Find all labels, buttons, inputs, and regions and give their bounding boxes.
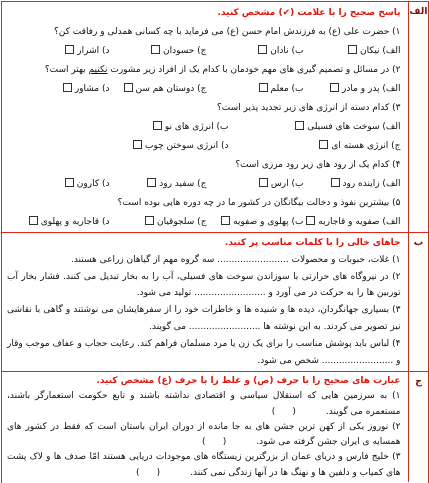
question-1 bbox=[7, 23, 401, 42]
true-false-item-2 bbox=[7, 420, 401, 451]
statement-text: ۲) نوروز یکی از کهن ترین جشن های به جا مانده از دوران ایران باستان است که فقط در کشور های همسایه ی ایران جشن گرفته می شود. bbox=[7, 421, 401, 448]
option-b bbox=[7, 118, 229, 137]
checkbox-icon bbox=[258, 45, 267, 54]
option-a bbox=[304, 80, 401, 99]
section-instruction: پاسخ صحیح را با علامت (✔) مشخص کنید. bbox=[217, 8, 401, 18]
question-1-options bbox=[7, 42, 401, 61]
option-label: ج) سفید رود bbox=[159, 179, 207, 189]
section-multiple-choice bbox=[2, 2, 428, 232]
section-fill-in-blanks bbox=[2, 232, 428, 371]
fill-blank-item-2: ۲) در نیروگاه های حرارتی با سوزاندن سوخت های فسیلی، آب را به بخار تبدیل می کنند. فشار بخار آب توربین ها را به حرکت در می آورد و ......................... تولید می شود. bbox=[7, 271, 401, 299]
answer-blank: ( ) bbox=[271, 406, 296, 417]
question-text: ۲) در مسائل و تصمیم گیری های مهم خودمان با کدام یک از افراد زیر مشورت bbox=[110, 65, 401, 75]
checkbox-icon bbox=[319, 140, 328, 149]
option-b bbox=[207, 80, 304, 99]
option-label: د) قاجاریه و پهلوی bbox=[40, 217, 110, 227]
option-a bbox=[304, 213, 401, 232]
section-label: ب bbox=[408, 233, 428, 371]
question-5 bbox=[7, 194, 401, 213]
option-label: الف) پدر و مادر bbox=[342, 84, 401, 94]
answer-blank: ( ) bbox=[135, 467, 161, 478]
option-a bbox=[304, 42, 401, 61]
option-label: الف) نیکان bbox=[360, 46, 401, 56]
checkbox-icon bbox=[306, 216, 315, 225]
option-label: ج) حسودان bbox=[162, 46, 207, 56]
checkbox-icon bbox=[65, 178, 74, 187]
question-4-options bbox=[7, 175, 401, 194]
question-text: ۵) بیشترین نفوذ و دخالت بیگانگان در کشور ما در چه دوره هایی بوده است؟ bbox=[117, 198, 401, 208]
fill-blank-item-3: ۳) بسیاری جهانگردان، دیده ها و شنیده ها و خاطرات خود را از سفرهایشان می نوشتند و گاهی با نقاشی نیز تصویر می کردند. به این نوشته ها ......................... می گویند. bbox=[7, 305, 401, 332]
question-3-options-row-2 bbox=[7, 137, 401, 156]
option-c bbox=[110, 175, 207, 194]
option-c bbox=[110, 42, 207, 61]
option-label: الف) صفویه و قاجاریه bbox=[318, 217, 401, 227]
option-b bbox=[207, 213, 304, 232]
fill-blank-item-4: ۴) لباس باید پوشش مناسب را برای یک زن یا مرد مسلمان فراهم کند. رعایت حجاب و عفاف موجب وقار و ......................... شخص می شود. bbox=[7, 338, 401, 366]
option-a bbox=[229, 118, 401, 137]
checkbox-icon bbox=[29, 216, 38, 225]
section-label: الف bbox=[408, 2, 428, 232]
option-b bbox=[207, 175, 304, 194]
checkbox-icon bbox=[145, 216, 154, 225]
true-false-item-1 bbox=[7, 389, 401, 420]
question-text: ۴) کدام یک از رود های زیر رود مرزی است؟ bbox=[235, 160, 401, 170]
section-label: ج bbox=[408, 372, 428, 482]
option-label: ج) انرژی هسته ای bbox=[331, 141, 401, 151]
option-label: د) انرژی سوختن چوب bbox=[145, 141, 229, 151]
checkbox-icon bbox=[63, 83, 72, 92]
question-text: ۱) حضرت علی (ع) به فرزندش امام حسن (ع) می فرماید با چه کسانی همدلی و رفاقت کن؟ bbox=[54, 27, 401, 37]
exam-sheet bbox=[1, 1, 429, 483]
checkbox-icon bbox=[348, 45, 357, 54]
statement-text: ۳) خلیج فارس و دریای عمان از بزرگترین زیستگاه های موجودات دریایی هستند امّا صدف ها و لاک پشت های کمیاب و دلفین ها و نهنگ ها در آنها زندگی نمی کنند. bbox=[7, 452, 401, 478]
option-label: ج) سلجوقیان bbox=[156, 217, 207, 227]
option-b bbox=[207, 42, 304, 61]
option-label: ب) انرژی های نو bbox=[164, 122, 229, 132]
question-4 bbox=[7, 156, 401, 175]
checkbox-icon bbox=[147, 178, 156, 187]
statement-text: ۱) به سرزمین هایی که استقلال سیاسی و اقتصادی نداشته باشند و تابع حکومت استعمارگر باشند، مستعمره می گویند. bbox=[7, 391, 401, 417]
checkbox-icon bbox=[259, 83, 268, 92]
answer-blank: ( ) bbox=[202, 437, 227, 448]
section-instruction: جاهای خالی را با کلمات مناسب پر کنید. bbox=[224, 238, 401, 248]
option-label: ب) پهلوی و صفویه bbox=[233, 217, 304, 227]
option-c bbox=[110, 213, 207, 232]
option-d bbox=[13, 42, 110, 61]
question-text: ۳) کدام دسته از انرژی های زیر تجدید پذیر است؟ bbox=[217, 103, 401, 113]
question-2-options bbox=[7, 80, 401, 99]
option-label: د) مشاور bbox=[74, 84, 110, 94]
section-content bbox=[2, 233, 407, 371]
checkbox-icon bbox=[65, 45, 74, 54]
section-content bbox=[2, 372, 407, 482]
option-d bbox=[13, 213, 110, 232]
checkbox-icon bbox=[259, 178, 268, 187]
checkbox-icon bbox=[330, 83, 339, 92]
option-label: ج) دوستان هم سن bbox=[135, 84, 207, 94]
checkbox-icon bbox=[151, 45, 160, 54]
option-label: الف) سوخت های فسیلی bbox=[307, 122, 401, 132]
option-c bbox=[229, 137, 401, 156]
question-emphasis: نکنیم bbox=[88, 65, 108, 75]
option-label: ب) ارس bbox=[270, 179, 304, 189]
checkbox-icon bbox=[221, 216, 230, 225]
option-d bbox=[7, 137, 229, 156]
option-label: الف) زاینده رود bbox=[342, 179, 401, 189]
option-label: ب) نادان bbox=[270, 46, 304, 56]
option-label: د) کارون bbox=[76, 179, 110, 189]
section-true-false bbox=[2, 371, 428, 482]
section-instruction: عبارت های صحیح را با حرف (ص) و غلط را با حرف (غ) مشخص کنید. bbox=[96, 376, 401, 386]
question-3-options-row-1 bbox=[7, 118, 401, 137]
option-d bbox=[13, 80, 110, 99]
true-false-item-3 bbox=[7, 450, 401, 481]
question-text-end: بهتر است؟ bbox=[44, 65, 86, 75]
checkbox-icon bbox=[295, 121, 304, 130]
checkbox-icon bbox=[133, 140, 142, 149]
option-a bbox=[304, 175, 401, 194]
question-5-options bbox=[7, 213, 401, 232]
checkbox-icon bbox=[124, 83, 133, 92]
option-label: د) اشرار bbox=[77, 46, 110, 56]
option-label: ب) معلم bbox=[270, 84, 304, 94]
option-c bbox=[110, 80, 207, 99]
checkbox-icon bbox=[153, 121, 162, 130]
fill-blank-item-1: ۱) غلات، حبوبات و محصولات ......................... سه گروه مهم از گیاهان زراعی هستند. bbox=[70, 254, 401, 265]
question-2 bbox=[7, 61, 401, 80]
option-d bbox=[13, 175, 110, 194]
checkbox-icon bbox=[331, 178, 340, 187]
question-3 bbox=[7, 99, 401, 118]
section-content bbox=[2, 2, 407, 232]
